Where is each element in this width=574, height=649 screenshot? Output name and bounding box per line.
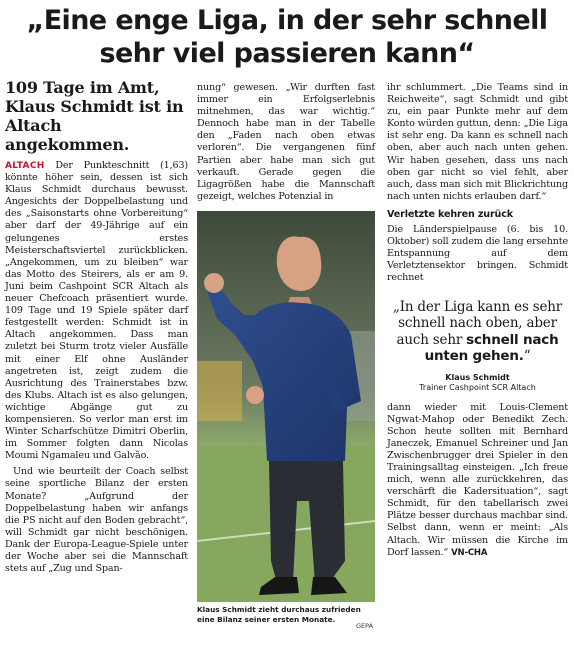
column-3-paragraph-3-text: dann wieder mit Louis-Clement Ngwat-Mahop oder Benedikt Zech. Schon heute sollten mit Bernhard Janeczek, Emanuel Schreiner und Jan Zwischenbrugger drei Spieler in den Trainingsalltag einsteigen. „Ich freue mich, wenn alle zurückkehren, das verschärft die Kadersituation“, sagt Schmidt, für den tabellarisch zwei Plätze besser durchaus machbar sind. Selbst dann, wenn er meint: „Als Altach. Wir müssen die Kirche im Dorf lassen.“ [387, 401, 568, 558]
pull-quote-plain: „In der Liga kann es sehr schnell nach oben, aber auch sehr [392, 298, 563, 348]
column-1-paragraph-1-text: Der Punkteschnitt (1,63) könnte höher sein, dessen ist sich Klaus Schmidt durchaus bewusst. Angesichts der Doppelbelastung und des „Saisonstarts ohne Vorbereitung“ aber darf der 49-Jährige auf ein gelungenes erstes Meisterschaftsviertel zurückblicken. „Angekommen, um zu bleiben“ war das Motto des Steirers, als er am 9. Juni beim Cashpoint SCR Altach als neuer Chefcoach präsentiert wurde. 109 Tage und 19 Spiele später darf festgestellt werden: Schmidt ist in Altach angekommen. Dass man zuletzt bei Sturm trotz vieler Ausfälle mit einer Elf ohne Ausländer angetreten ist, zeigt zudem die Ausrichtung des Trainerstabes bzw. des Klubs. Altach ist es also gelungen, wichtige Abgänge gut zu kompensieren. So verlor man erst im Winter Scharfschütze Dimitri Oberlin, im Sommer folgten dann Nicolas Moumi Ngamaleu und Galvão. [5, 160, 188, 462]
column-2-paragraph-1: nung“ gewesen. „Wir durften fast immer ein Erfolgserlebnis mitnehmen, das war wichtig.“ Dennoch habe man in der Tabelle den „Faden nach oben etwas verloren“. Die vergangenen fünf Partien aber habe man sich gut verkauft. Gerade gegen die Ligagrößen habe die Mannschaft gezeigt, welches Potenzial in [197, 82, 375, 202]
dateline: ALTACH [5, 161, 45, 171]
pull-quote-name: Klaus Schmidt [445, 372, 510, 382]
pull-quote-text [387, 299, 568, 365]
column-1-paragraph-2: Und wie beurteilt der Coach selbst seine sportliche Bilanz der ersten Monate? „Aufgrund der Doppelbelastung haben wir anfangs die PS nicht auf den Boden gebracht“, will Schmidt gar nicht beschönigen. Dank der Europa-League-Spiele unter der Woche aber sei die Mannschaft stets auf „Zug und Span- [5, 466, 188, 575]
article-photo [197, 211, 375, 602]
column-3-text-continued [387, 402, 568, 559]
article-column-1 [5, 78, 188, 575]
column-2-text [197, 82, 375, 203]
headline-line-1: „Eine enge Liga, in der sehr schnell [26, 5, 548, 36]
column-3-paragraph-2: Die Länderspielpause (6. bis 10. Oktober) soll zudem die lang ersehnte Entspannung auf dem Verletztensektor bringen. Schmidt rechnet [387, 224, 568, 284]
photo-caption: Klaus Schmidt zieht durchaus zufrieden eine Bilanz seiner ersten Monate. [197, 605, 361, 624]
pull-quote-bold: schnell nach unten gehen. [424, 331, 559, 364]
photo-credit: GEPA [356, 622, 374, 630]
column-3-paragraph-1: ihr schlummert. „Die Teams sind in Reichweite“, sagt Schmidt und gibt zu, ein paar Punkte mehr auf dem Konto würden guttun, denn: „Die Liga ist sehr eng. Da kann es schnell nach oben, aber auch nach unten gehen. Wir haben gesehen, dass uns nach oben gar nicht so viel fehlt, aber auch, dass man sich mit Blickrichtung nach unten nichts erlauben darf.“ [387, 82, 568, 202]
pull-quote-close: “ [523, 348, 531, 364]
pull-quote [387, 299, 568, 392]
article-column-3 [387, 82, 568, 559]
pull-quote-role: Trainer Cashpoint SCR Altach [419, 382, 536, 392]
headline [0, 4, 574, 70]
coach-photo-illustration [197, 211, 375, 602]
column-3-text [387, 82, 568, 285]
section-subhead: Verletzte kehren zurück [387, 208, 513, 220]
headline-line-2: sehr viel passieren kann“ [99, 38, 475, 69]
column-3-paragraph-3 [387, 402, 568, 559]
article-column-2 [197, 82, 375, 203]
column-1-text [5, 160, 188, 575]
article-deck: 109 Tage im Amt, Klaus Schmidt ist in Altach angekommen. [5, 78, 184, 154]
column-1-paragraph-1 [5, 160, 188, 462]
author-tag: VN-CHA [451, 547, 488, 558]
